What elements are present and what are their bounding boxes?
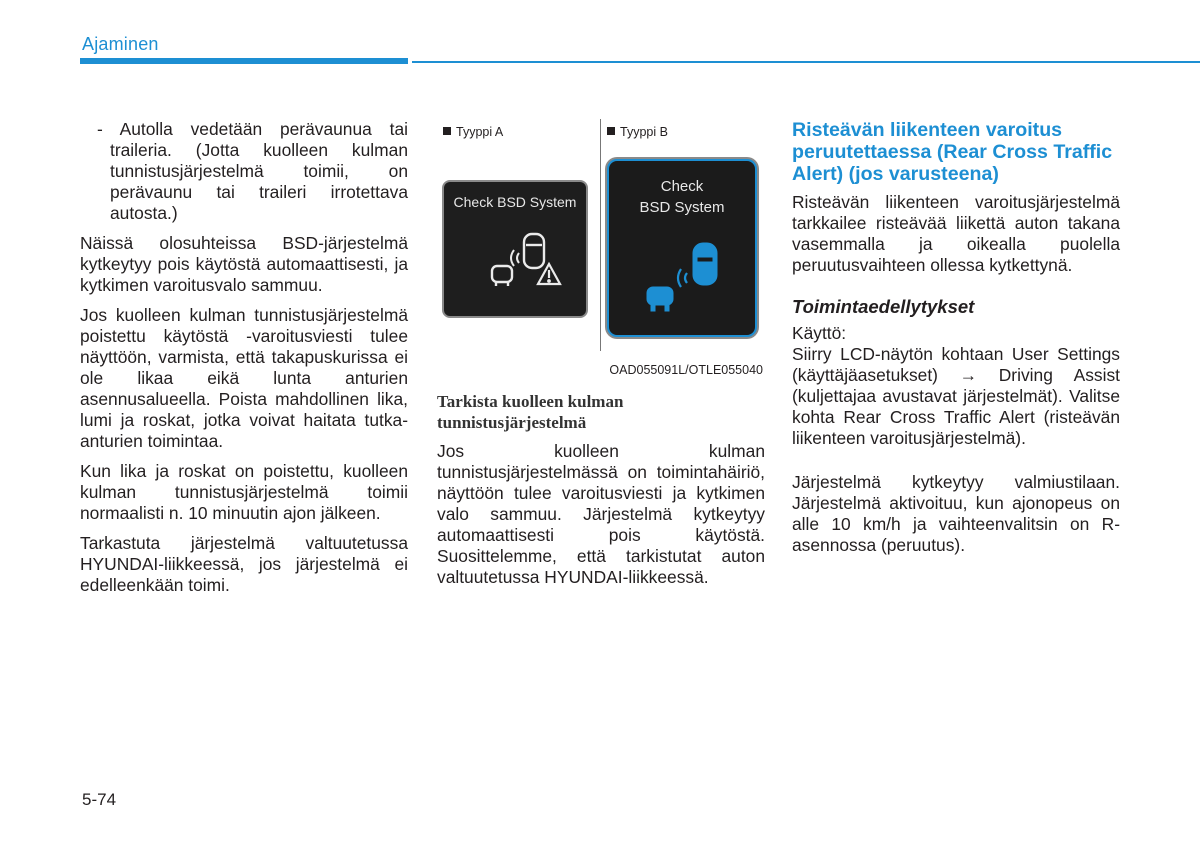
- paragraph: Siirry LCD-näytön kohtaan User Settings (käyttäjäasetukset) → Driving Assist (kuljettajaa avustavat järjestelmät). Valitse kohta Rear Cross Traffic Alert (risteävän liikenteen varoitusjärjestelmä).: [792, 344, 1120, 448]
- lcd-screen-type-a: [442, 180, 588, 318]
- column-left: [80, 119, 408, 605]
- subheading: Toimintaedellytykset: [792, 296, 975, 317]
- screen-a-message: Check BSD System: [453, 194, 577, 210]
- paragraph: Järjestelmä kytkeytyy valmiustilaan. Järjestelmä aktivoituu, kun ajonopeus on alle 10 km/h ja vaihteenvalitsin on R-asennossa (peruutus).: [792, 472, 1120, 555]
- paragraph: Jos kuolleen kulman tunnistusjärjestelmä poistettu käytöstä -varoitusviesti tulee näyttöön, varmista, että takapuskurissa ei ole likaa eikä lunta anturien asennusalueella. Poista mahdollinen lika, lumi ja roskat, jotka voivat haitata tutka-anturien toimintaa.: [80, 305, 408, 451]
- paragraph: Käyttö:: [792, 323, 847, 343]
- subsection-heading: Tarkista kuolleen kulman tunnistusjärjestelmä: [437, 392, 624, 432]
- square-bullet-icon: [607, 127, 615, 135]
- page-number: 5-74: [82, 790, 117, 809]
- paragraph: Kun lika ja roskat on poistettu, kuolleen kulman tunnistusjärjestelmä toimii normaalisti n. 10 minuutin ajon jälkeen.: [80, 461, 408, 523]
- figure-code: OAD055091L/OTLE055040: [609, 363, 763, 377]
- bullet-item-trailer: - Autolla vedetään perävaunua tai traileria. (Jotta kuolleen kulman tunnistusjärjestelmä toimii, on perävaunu tai traileri irrotettava autosta.): [97, 119, 408, 223]
- square-bullet-icon: [443, 127, 451, 135]
- section-title: Ajaminen: [82, 34, 159, 54]
- bsd-figure: [437, 119, 765, 379]
- paragraph: Näissä olosuhteissa BSD-järjestelmä kytkeytyy pois käytöstä automaattisesti, ja kytkimen varoitusvalo sammuu.: [80, 233, 408, 295]
- screen-b-message-line-2: BSD System: [639, 199, 725, 216]
- car-rear-icon: [492, 266, 512, 286]
- car-top-icon: [524, 234, 544, 268]
- figure-label-b-text: Tyyppi B: [620, 125, 668, 139]
- paragraph: Risteävän liikenteen varoitusjärjestelmä tarkkailee risteävää liikettä auton takana vasemmalla ja oikealla puolella peruutusvaihteen ollessa kytkettynä.: [792, 192, 1120, 275]
- paragraph: Tarkastuta järjestelmä valtuutetussa HYUNDAI-liikkeessä, jos järjestelmä ei edelleenkään toimi.: [80, 533, 408, 595]
- section-heading: Risteävän liikenteen varoitus peruutettaessa (Rear Cross Traffic Alert) (jos varusteena): [792, 119, 1113, 185]
- figure-label-a: [443, 122, 503, 143]
- figure-label-b: [607, 122, 668, 143]
- car-top-icon: [693, 243, 717, 285]
- column-middle: [437, 119, 765, 597]
- figure-divider: [600, 119, 601, 351]
- lcd-screen-type-b: [607, 159, 757, 337]
- radar-wave-icon: [511, 250, 519, 266]
- header-bar-thin: [412, 61, 1200, 63]
- car-rear-icon: [647, 287, 673, 311]
- paragraph: Jos kuolleen kulman tunnistusjärjestelmässä on toimintahäiriö, näyttöön tulee varoitusviesti ja kytkimen valo sammuu. Järjestelmä kytkeytyy automaattisesti pois käytöstä. Suosittelemme, että tarkistutat auton valtuutetussa HYUNDAI-liikkeessä.: [437, 441, 765, 587]
- screen-b-message-line-1: Check: [660, 178, 704, 195]
- figure-label-a-text: Tyyppi A: [456, 125, 504, 139]
- radar-wave-icon: [678, 269, 687, 287]
- header-bar-thick: [80, 58, 408, 64]
- column-right: [792, 119, 1120, 565]
